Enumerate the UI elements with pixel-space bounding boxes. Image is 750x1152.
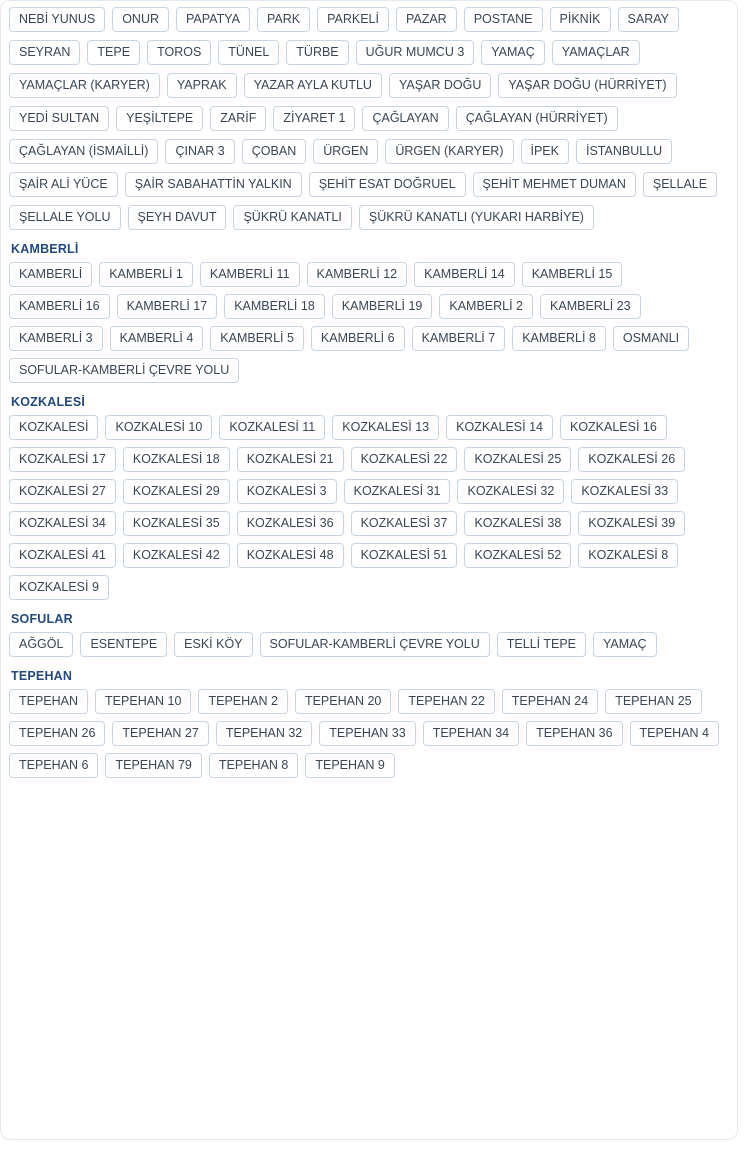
chip-button[interactable]: ÇAĞLAYAN xyxy=(362,106,448,131)
chip-button[interactable]: POSTANE xyxy=(464,7,543,32)
chip-button[interactable]: TEPEHAN 9 xyxy=(305,753,394,778)
chip-button[interactable]: KOZKALESİ 9 xyxy=(9,575,109,600)
chip-row xyxy=(9,262,727,383)
chip-button[interactable]: KAMBERLİ 23 xyxy=(540,294,641,319)
chip-button[interactable]: KAMBERLİ 7 xyxy=(412,326,506,351)
chip-button[interactable]: YAMAÇ xyxy=(481,40,545,65)
chip-row xyxy=(9,7,727,230)
chip-button[interactable]: İSTANBULLU xyxy=(576,139,672,164)
chip-button[interactable]: KOZKALESİ 51 xyxy=(351,543,458,568)
chip-button[interactable]: YAŞAR DOĞU xyxy=(389,73,491,98)
chip-button[interactable]: YAPRAK xyxy=(167,73,237,98)
chip-button[interactable]: ESENTEPE xyxy=(80,632,167,657)
chip-button[interactable]: ŞELLALE xyxy=(643,172,717,197)
chip-button[interactable]: YAMAÇ xyxy=(593,632,657,657)
chip-button[interactable]: TELLİ TEPE xyxy=(497,632,586,657)
chip-button[interactable]: KOZKALESİ 36 xyxy=(237,511,344,536)
chip-button[interactable]: KOZKALESİ 34 xyxy=(9,511,116,536)
chip-button[interactable]: ESKİ KÖY xyxy=(174,632,252,657)
chip-button[interactable]: KOZKALESİ 27 xyxy=(9,479,116,504)
chip-button[interactable]: ŞAİR SABAHATTİN YALKIN xyxy=(125,172,302,197)
chip-button[interactable]: ÇAĞLAYAN (İSMAİLLİ) xyxy=(9,139,158,164)
chip-button[interactable]: KAMBERLİ 1 xyxy=(99,262,193,287)
chip-button[interactable]: TEPEHAN 27 xyxy=(112,721,208,746)
chip-button[interactable]: KAMBERLİ xyxy=(9,262,92,287)
chip-button[interactable]: KAMBERLİ 6 xyxy=(311,326,405,351)
chip-button[interactable]: TEPEHAN 2 xyxy=(198,689,287,714)
chip-button[interactable]: OSMANLI xyxy=(613,326,689,351)
chip-button[interactable]: ŞÜKRÜ KANATLI (YUKARI HARBİYE) xyxy=(359,205,594,230)
chip-button[interactable]: KOZKALESİ 52 xyxy=(464,543,571,568)
chip-button[interactable]: SARAY xyxy=(618,7,679,32)
chip-button[interactable]: TEPEHAN 20 xyxy=(295,689,391,714)
chip-button[interactable]: TÜNEL xyxy=(218,40,279,65)
chip-button[interactable]: ŞAİR ALİ YÜCE xyxy=(9,172,118,197)
chip-button[interactable]: KOZKALESİ 11 xyxy=(219,415,325,440)
chip-button[interactable]: TEPEHAN xyxy=(9,689,88,714)
chip-button[interactable]: TEPEHAN 22 xyxy=(398,689,494,714)
chip-button[interactable]: KOZKALESİ 16 xyxy=(560,415,667,440)
chip-button[interactable]: ÇAĞLAYAN (HÜRRİYET) xyxy=(456,106,618,131)
chip-button[interactable]: KOZKALESİ 8 xyxy=(578,543,678,568)
chip-button[interactable]: KOZKALESİ 13 xyxy=(332,415,439,440)
chip-button[interactable]: KOZKALESİ 14 xyxy=(446,415,553,440)
chip-button[interactable]: AĞGÖL xyxy=(9,632,73,657)
chip-button[interactable]: ZİYARET 1 xyxy=(273,106,355,131)
chip-button[interactable]: ÜRGEN xyxy=(313,139,378,164)
chip-button[interactable]: KOZKALESİ xyxy=(9,415,98,440)
chip-button[interactable]: KOZKALESİ 42 xyxy=(123,543,230,568)
chip-row xyxy=(9,415,727,600)
chip-button[interactable]: KOZKALESİ 48 xyxy=(237,543,344,568)
chip-button[interactable]: SEYRAN xyxy=(9,40,80,65)
chip-button[interactable]: TEPEHAN 25 xyxy=(605,689,701,714)
chip-button[interactable]: KOZKALESİ 39 xyxy=(578,511,685,536)
chip-button[interactable]: TÜRBE xyxy=(286,40,348,65)
chip-button[interactable]: YEŞİLTEPE xyxy=(116,106,203,131)
chip-button[interactable]: KAMBERLİ 3 xyxy=(9,326,103,351)
chip-button[interactable]: KAMBERLİ 19 xyxy=(332,294,433,319)
chip-button[interactable]: KOZKALESİ 31 xyxy=(344,479,451,504)
chip-button[interactable]: YAŞAR DOĞU (HÜRRİYET) xyxy=(498,73,676,98)
chip-row xyxy=(9,632,727,657)
chip-button[interactable]: KOZKALESİ 38 xyxy=(464,511,571,536)
chip-button[interactable]: ŞEHİT MEHMET DUMAN xyxy=(473,172,636,197)
chip-button[interactable]: KOZKALESİ 32 xyxy=(457,479,564,504)
chip-button[interactable]: KAMBERLİ 15 xyxy=(522,262,623,287)
chip-button[interactable]: KAMBERLİ 11 xyxy=(200,262,300,287)
chip-button[interactable]: KOZKALESİ 26 xyxy=(578,447,685,472)
chip-button[interactable]: KAMBERLİ 17 xyxy=(117,294,218,319)
chip-button[interactable]: ONUR xyxy=(112,7,169,32)
chip-group xyxy=(9,612,727,657)
chip-button[interactable]: YAMAÇLAR xyxy=(552,40,640,65)
chip-group-title: KOZKALESİ xyxy=(11,395,86,409)
chip-button[interactable]: TEPEHAN 26 xyxy=(9,721,105,746)
chip-button[interactable]: KOZKALESİ 33 xyxy=(571,479,678,504)
chip-button[interactable]: TEPEHAN 10 xyxy=(95,689,191,714)
chip-button[interactable]: ŞELLALE YOLU xyxy=(9,205,121,230)
chip-button[interactable]: TEPEHAN 32 xyxy=(216,721,312,746)
chip-button[interactable]: TOROS xyxy=(147,40,211,65)
chip-button[interactable]: PARKELİ xyxy=(317,7,389,32)
chip-button[interactable]: KAMBERLİ 4 xyxy=(110,326,204,351)
chip-button[interactable]: TEPEHAN 33 xyxy=(319,721,415,746)
chip-button[interactable]: YAMAÇLAR (KARYER) xyxy=(9,73,160,98)
chip-button[interactable]: KAMBERLİ 12 xyxy=(307,262,408,287)
chip-button[interactable]: KAMBERLİ 16 xyxy=(9,294,110,319)
chip-button[interactable]: KAMBERLİ 18 xyxy=(224,294,325,319)
chip-button[interactable]: NEBİ YUNUS xyxy=(9,7,105,32)
chip-button[interactable]: KOZKALESİ 22 xyxy=(351,447,458,472)
chip-button[interactable]: TEPE xyxy=(87,40,140,65)
chip-button[interactable]: TEPEHAN 34 xyxy=(423,721,519,746)
chip-button[interactable]: KOZKALESİ 21 xyxy=(237,447,344,472)
chip-group-title: KAMBERLİ xyxy=(11,242,79,256)
chip-button[interactable]: PAZAR xyxy=(396,7,457,32)
chip-button[interactable]: KOZKALESİ 18 xyxy=(123,447,230,472)
chip-button[interactable]: TEPEHAN 24 xyxy=(502,689,598,714)
chip-button[interactable]: PAPATYA xyxy=(176,7,250,32)
chip-button[interactable]: KOZKALESİ 29 xyxy=(123,479,230,504)
chip-button[interactable]: KOZKALESİ 17 xyxy=(9,447,116,472)
chip-button[interactable]: PİKNİK xyxy=(550,7,611,32)
chip-button[interactable]: UĞUR MUMCU 3 xyxy=(356,40,475,65)
chip-button[interactable]: YEDİ SULTAN xyxy=(9,106,109,131)
chip-button[interactable]: TEPEHAN 4 xyxy=(630,721,719,746)
chip-button[interactable]: TEPEHAN 79 xyxy=(105,753,201,778)
chip-button[interactable]: TEPEHAN 8 xyxy=(209,753,298,778)
chip-button[interactable]: ZARİF xyxy=(210,106,266,131)
chip-button[interactable]: PARK xyxy=(257,7,310,32)
chip-button[interactable]: KAMBERLİ 5 xyxy=(210,326,304,351)
chip-button[interactable]: SOFULAR-KAMBERLİ ÇEVRE YOLU xyxy=(9,358,239,383)
chip-button[interactable]: ŞEYH DAVUT xyxy=(128,205,227,230)
chip-button[interactable]: SOFULAR-KAMBERLİ ÇEVRE YOLU xyxy=(260,632,490,657)
chip-group xyxy=(9,395,727,600)
chip-button[interactable]: ÜRGEN (KARYER) xyxy=(385,139,513,164)
chip-button[interactable]: KOZKALESİ 35 xyxy=(123,511,230,536)
chip-button[interactable]: ÇOBAN xyxy=(242,139,306,164)
chip-groups-container xyxy=(9,7,727,778)
chip-button[interactable]: ŞEHİT ESAT DOĞRUEL xyxy=(309,172,466,197)
chip-group-title: TEPEHAN xyxy=(11,669,73,683)
chip-button[interactable]: KAMBERLİ 8 xyxy=(512,326,606,351)
chip-group-title: SOFULAR xyxy=(11,612,73,626)
chip-button[interactable]: ŞÜKRÜ KANATLI xyxy=(233,205,351,230)
chip-button[interactable]: TEPEHAN 36 xyxy=(526,721,622,746)
chip-button[interactable]: TEPEHAN 6 xyxy=(9,753,98,778)
chip-button[interactable]: KOZKALESİ 3 xyxy=(237,479,337,504)
chip-button[interactable]: KOZKALESİ 41 xyxy=(9,543,116,568)
chip-button[interactable]: KOZKALESİ 37 xyxy=(351,511,458,536)
chip-button[interactable]: İPEK xyxy=(521,139,570,164)
chip-button[interactable]: KOZKALESİ 25 xyxy=(464,447,571,472)
chip-group xyxy=(9,242,727,383)
chip-button[interactable]: ÇINAR 3 xyxy=(165,139,234,164)
chip-group xyxy=(9,669,727,778)
chip-button[interactable]: KAMBERLİ 14 xyxy=(414,262,515,287)
chip-group xyxy=(9,7,727,230)
chip-button[interactable]: KOZKALESİ 10 xyxy=(105,415,212,440)
chip-row xyxy=(9,689,727,778)
chip-button[interactable]: YAZAR AYLA KUTLU xyxy=(244,73,382,98)
chip-button[interactable]: KAMBERLİ 2 xyxy=(439,294,533,319)
